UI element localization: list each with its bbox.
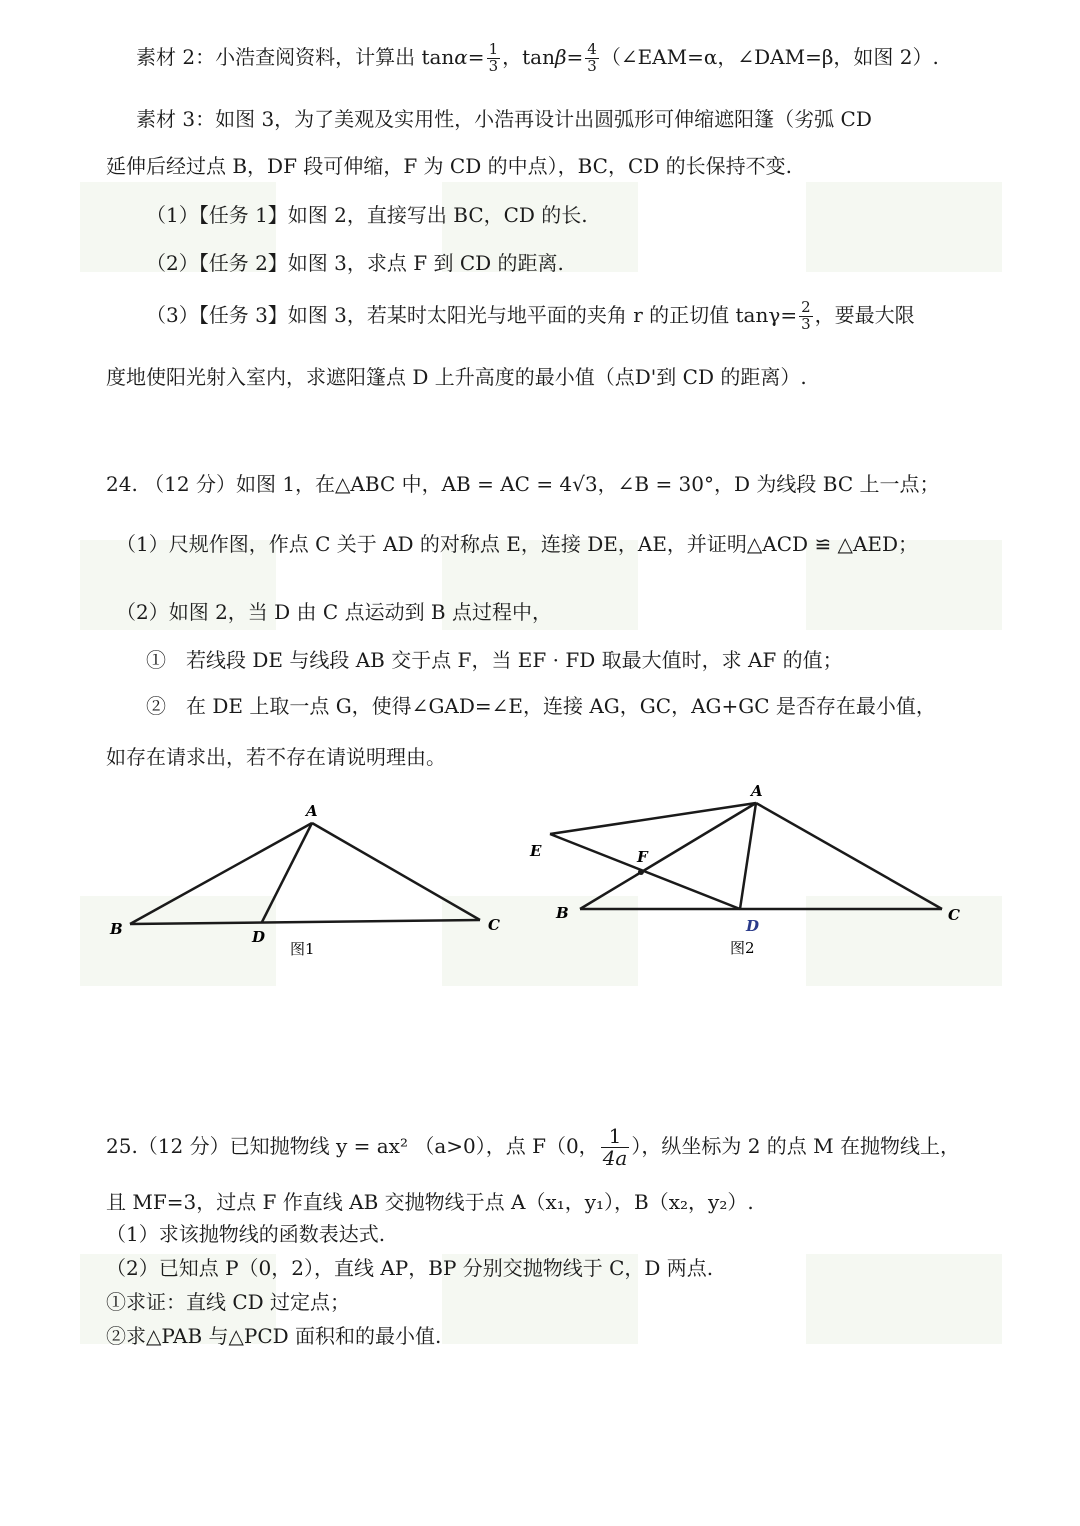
q25-sub2: ②求△PAB 与△PCD 面积和的最小值.: [106, 1324, 442, 1348]
segment-ab: [130, 823, 312, 924]
task-3-line2: 度地使阳光射入室内，求遮阳篷点 D 上升高度的最小值（点D'到 CD 的距离）.: [106, 365, 807, 389]
q24-part1: （1）尺规作图，作点 C 关于 AD 的对称点 E，连接 DE，AE，并证明△ACD ≌ △AED；: [116, 532, 919, 556]
q25-stem: 25.（12 分）已知抛物线 y = ax² （a>0），点 F（0， $\frac{1}{4a}$ ），纵坐标为 2 的点 M 在抛物线上，: [106, 1124, 960, 1170]
figure-2-caption: 图2: [730, 939, 755, 957]
segment-ed: [550, 834, 740, 909]
segment-bc: [130, 920, 480, 924]
task-1: （1）【任务 1】如图 2，直接写出 BC，CD 的长.: [146, 203, 588, 227]
watermark: [806, 1254, 1002, 1344]
label-b: B: [556, 904, 569, 922]
q24-sub2: ② 在 DE 上取一点 G，使得∠GAD=∠E，连接 AG，GC，AG+GC 是否存在最小值，: [146, 694, 936, 718]
task-2: （2）【任务 2】如图 3，求点 F 到 CD 的距离.: [146, 251, 564, 275]
q25-line2: 且 MF=3，过点 F 作直线 AB 交抛物线于点 A（x₁，y₁），B（x₂，y₂）.: [106, 1190, 754, 1214]
watermark: [806, 182, 1002, 272]
label-b: B: [110, 920, 123, 938]
fraction: $\frac{2}{3}$: [801, 298, 811, 333]
q24-sub1: ① 若线段 DE 与线段 AB 交于点 F，当 EF · FD 取最大值时，求 AF 的值；: [146, 648, 843, 672]
label-c: C: [948, 906, 960, 924]
figure-1-caption: 图1: [290, 940, 315, 958]
label-a: A: [306, 802, 318, 820]
point-f: [638, 869, 644, 875]
label-d: D: [746, 917, 760, 935]
fraction: $\frac{1}{4a}$: [602, 1124, 628, 1170]
q24-stem: 24. （12 分）如图 1，在△ABC 中，AB = AC = 4√3，∠B = 30°，D 为线段 BC 上一点；: [106, 472, 940, 496]
fraction: $\frac{1}{3}$: [488, 40, 499, 75]
label-d: D: [252, 928, 266, 946]
segment-ac: [756, 803, 942, 909]
label-c: C: [488, 916, 500, 934]
q24-sub2-line2: 如存在请求出，若不存在请说明理由。: [106, 745, 446, 769]
material3-line2: 延伸后经过点 B，DF 段可伸缩，F 为 CD 的中点），BC，CD 的长保持不变.: [106, 154, 793, 178]
task-3: （3）【任务 3】如图 3，若某时太阳光与地平面的夹角 r 的正切值 tanγ= $\frac{2}{3}$ ，要最大限: [146, 298, 915, 333]
label-a: A: [751, 782, 763, 800]
q25-part2: （2）已知点 P（0，2），直线 AP，BP 分别交抛物线于 C，D 两点.: [106, 1256, 714, 1280]
label-e: E: [530, 842, 542, 860]
q25-sub1: ①求证：直线 CD 过定点；: [106, 1290, 351, 1314]
label-f: F: [637, 848, 648, 866]
q24-part2: （2）如图 2，当 D 由 C 点运动到 B 点过程中，: [116, 600, 552, 624]
segment-ac: [312, 823, 480, 920]
fraction: $\frac{4}{3}$: [587, 40, 597, 75]
material3-line1: 素材 3：如图 3，为了美观及实用性，小浩再设计出圆弧形可伸缩遮阳篷（劣弧 CD: [136, 107, 872, 131]
figure-2: [520, 778, 980, 968]
segment-ad: [740, 803, 756, 909]
q25-part1: （1）求该抛物线的函数表达式.: [106, 1222, 386, 1246]
figure-1: [100, 798, 520, 968]
material2-line: 素材 2：小浩查阅资料，计算出 tanα= $\frac{1}{3}$ ，tanβ= $\frac{4}{3}$ （∠EAM=α，∠DAM=β，如图 2）.: [136, 40, 939, 75]
segment-ea: [550, 803, 756, 834]
